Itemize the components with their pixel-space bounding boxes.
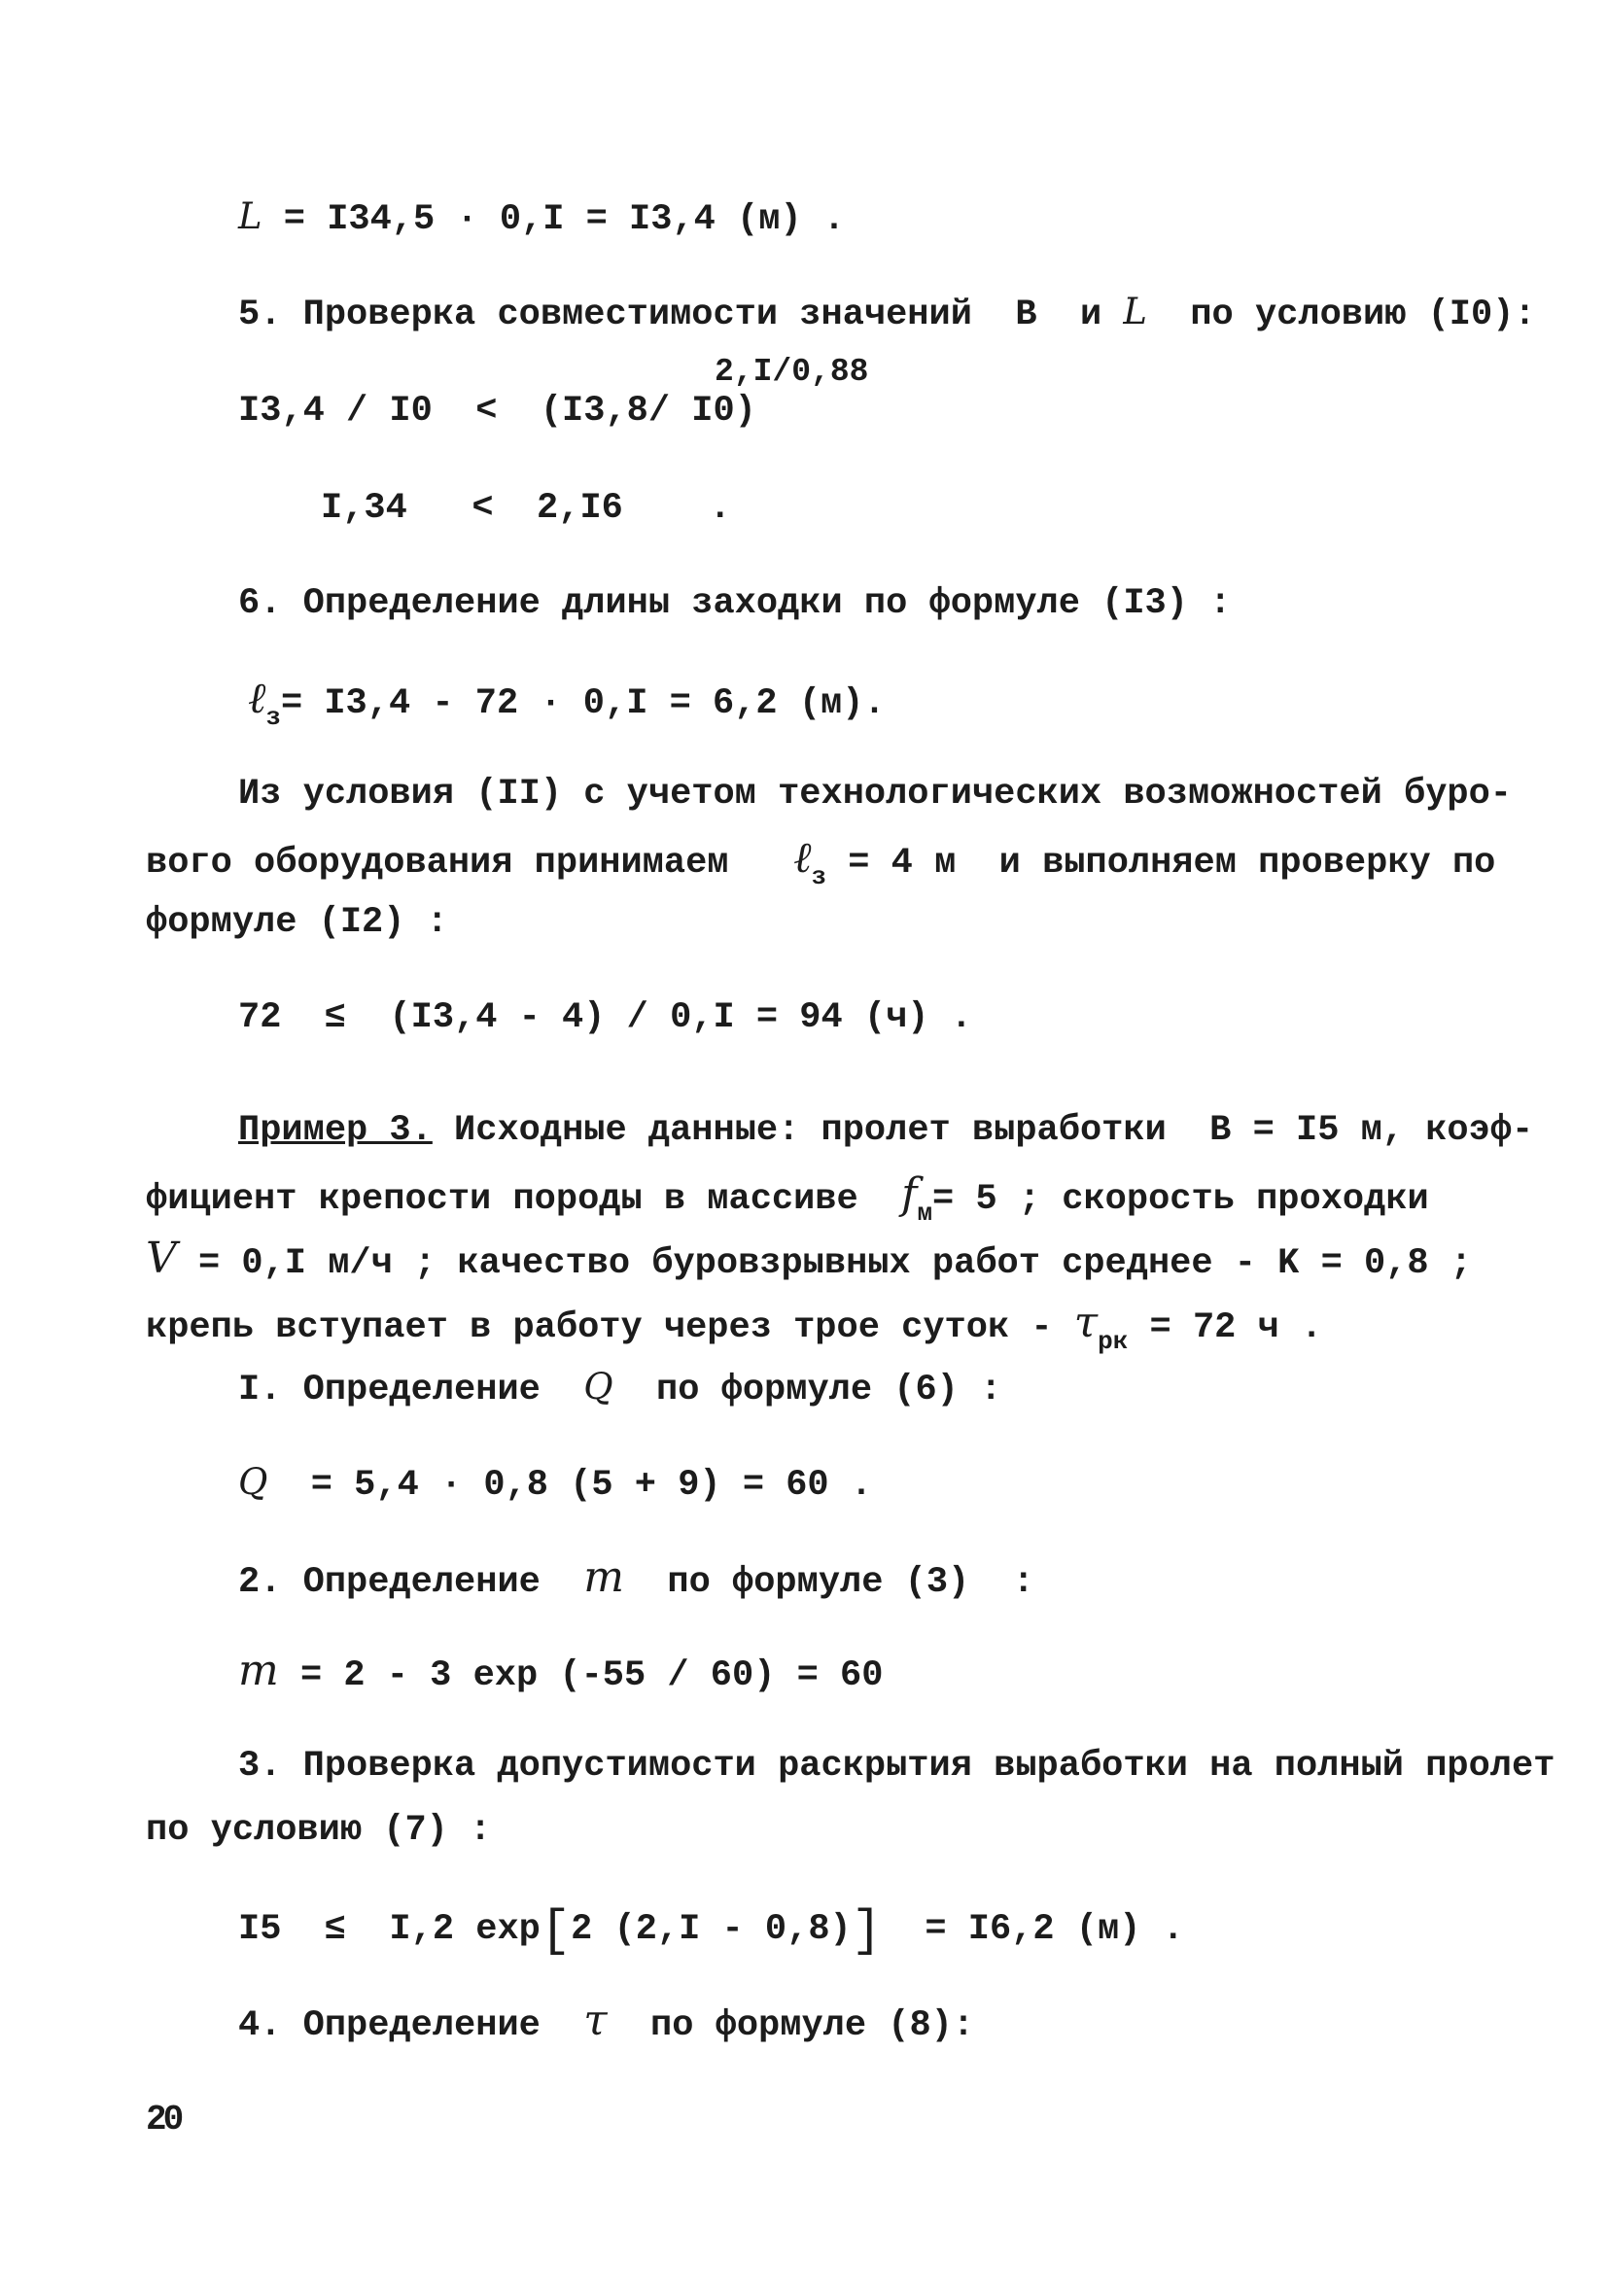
para1-line2 (146, 833, 1496, 891)
symbol-tau: τ (583, 1996, 608, 2045)
subscript: з (811, 862, 827, 891)
text: I5 ≤ I,2 exp (238, 1909, 541, 1950)
line-inequality-1: I3,4 / I0 < (I3,8/ I0) (238, 391, 756, 432)
text: 2. Определение (238, 1562, 584, 1603)
text: Исходные данные: пролет выработки B = I5 м, коэф- (432, 1110, 1534, 1151)
formula-text: = 2 - 3 exp (-55 / 60) = 60 (278, 1655, 884, 1696)
text: 2 (2,I - 0,8) (571, 1909, 852, 1950)
exponent: 2,I/0,88 (715, 354, 869, 390)
step5-text-b: по условию (I0): (1146, 295, 1536, 335)
symbol-ell: ℓ (248, 674, 266, 723)
symbol-V: V (146, 1234, 177, 1283)
text: = 0,I м/ч ; качество буровзрывных работ среднее - K = 0,8 ; (176, 1243, 1472, 1284)
text: = 4 м и выполняем проверку по (826, 843, 1496, 884)
text: крепь вступает в работу через трое суток - (146, 1307, 1074, 1348)
symbol-Q: Q (583, 1366, 613, 1408)
para1-line1: Из условия (II) с учетом технологических возможностей буро- (238, 774, 1513, 815)
formula-text: = 5,4 · 0,8 (5 + 9) = 60 . (267, 1465, 873, 1506)
line-inequality-2: I,34 < 2,I6 . (321, 488, 731, 529)
symbol-m: m (238, 1646, 279, 1695)
text: фициент крепости породы в массиве (146, 1179, 902, 1220)
text: по формуле (8): (607, 2005, 975, 2046)
page-number: 20 (146, 2100, 181, 2139)
line-check-72: 72 ≤ (I3,4 - 4) / 0,I = 94 (ч) . (238, 997, 972, 1038)
example3-line1 (238, 1108, 1533, 1153)
line-step1 (238, 1365, 1001, 1412)
symbol-L: L (1123, 291, 1147, 332)
formula-text: = I34,5 · 0,I = I3,4 (м) . (262, 199, 846, 240)
para3-line1: 3. Проверка допустимости раскрытия выработки на полный пролет (238, 1746, 1555, 1787)
line-step4 (238, 1996, 975, 2048)
left-bracket: [ (540, 1902, 572, 1960)
right-bracket: ] (851, 1902, 882, 1960)
example3-line3 (146, 1236, 1472, 1286)
line-step2 (238, 1552, 1034, 1605)
line-m-calc (238, 1646, 884, 1698)
text: вого оборудования принимаем (146, 843, 794, 884)
symbol-tau: τ (1073, 1298, 1099, 1347)
text: по формуле (3) : (624, 1562, 1034, 1603)
line-check-I5 (238, 1902, 1184, 1960)
subscript: рк (1098, 1327, 1129, 1356)
symbol-f: f (901, 1169, 918, 1219)
text: = 5 ; скорость проходки (932, 1179, 1429, 1220)
example3-line4 (146, 1298, 1323, 1356)
line-step5 (238, 290, 1536, 337)
symbol-Q: Q (238, 1461, 268, 1503)
line-step6: 6. Определение длины заходки по формуле (I3) : (238, 583, 1232, 624)
text: 4. Определение (238, 2005, 584, 2046)
step5-text-a: 5. Проверка совместимости значений B и (238, 295, 1124, 335)
subscript: м (917, 1199, 933, 1228)
text: = I6,2 (м) . (881, 1909, 1184, 1950)
para1-line3: формуле (I2) : (146, 902, 448, 943)
text: I. Определение (238, 1370, 584, 1410)
para3-line2: по условию (7) : (146, 1810, 492, 1851)
formula-text: = I3,4 - 72 · 0,I = 6,2 (м). (280, 683, 886, 724)
example3-line2 (146, 1169, 1429, 1228)
line-l3-calc (248, 674, 886, 732)
symbol-ell: ℓ (793, 833, 812, 883)
text: = 72 ч . (1128, 1307, 1323, 1348)
text: по формуле (6) : (612, 1370, 1002, 1410)
symbol-m: m (583, 1552, 624, 1602)
line-Q-calc (238, 1460, 872, 1508)
subscript: з (265, 703, 281, 732)
line-L-calc (238, 194, 845, 242)
symbol-L: L (238, 195, 262, 237)
example-label: Пример 3. (238, 1110, 433, 1151)
